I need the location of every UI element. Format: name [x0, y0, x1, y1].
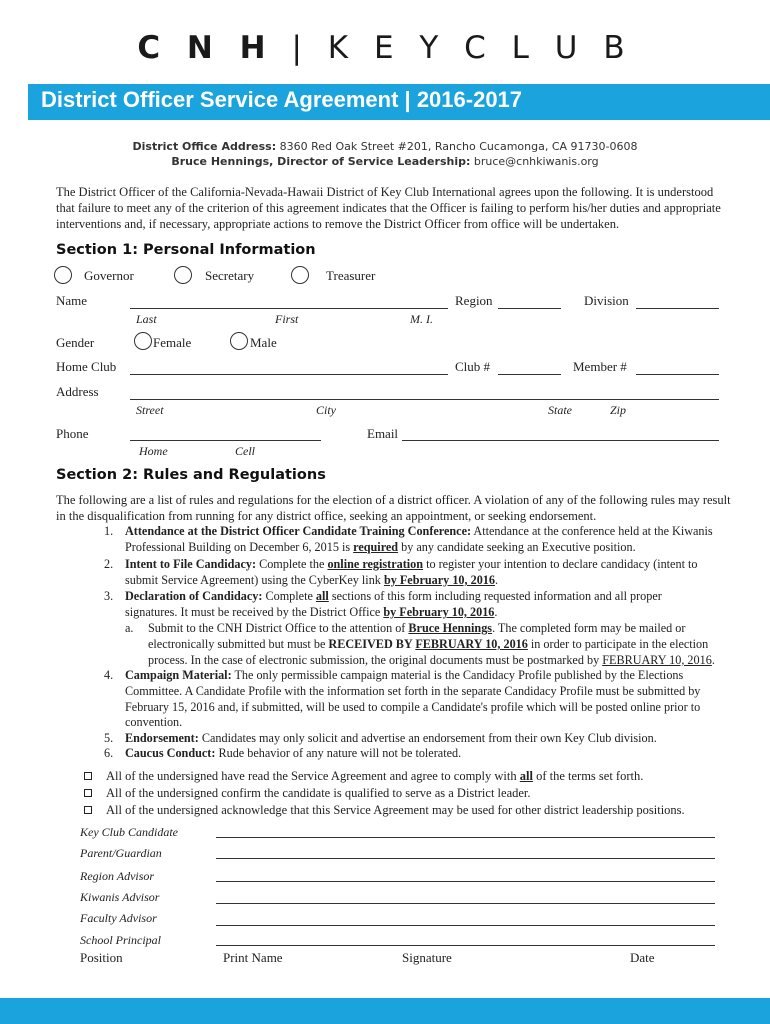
rule-3: Declaration of Candidacy: Complete all sections of this form including requested information and all proper — [125, 589, 662, 603]
phone-field[interactable] — [130, 440, 321, 441]
date-label: Date — [630, 950, 655, 965]
sig-key-club-candidate-line[interactable] — [216, 837, 715, 838]
club-number-field[interactable] — [498, 374, 561, 375]
sig-kiwanis-advisor-line[interactable] — [216, 903, 715, 904]
governor-radio[interactable] — [54, 266, 72, 284]
director-line — [0, 155, 770, 168]
rule-3a-cont1: electronically submitted but must be RECEIVED BY FEBRUARY 10, 2016 in order to participate in the election — [148, 637, 709, 651]
rule-3a-cont2: process. In the case of electronic submission, the original documents must be postmarked by FEBRUARY 10, 2016. — [148, 653, 715, 667]
address-label: Address — [56, 384, 99, 399]
rule-1-cont: Professional Building on December 6, 2015 is required by any candidate seeking an Executive position. — [125, 540, 636, 554]
sig-region-advisor-line[interactable] — [216, 881, 715, 882]
rule-3a-letter: a. — [125, 621, 134, 635]
title-banner — [28, 84, 770, 120]
rule-4-cont1: Committee. A Candidate Profile with the information set forth in the separate Candidacy Profile must be submitted by — [125, 684, 701, 698]
street-hint: Street — [136, 403, 164, 417]
agreement-1-checkbox[interactable] — [84, 772, 92, 780]
director-email: bruce@cnhkiwanis.org — [473, 155, 599, 168]
agreement-3-checkbox[interactable] — [84, 806, 92, 814]
email-field[interactable] — [402, 440, 719, 441]
address-label: District Office Address: — [132, 140, 277, 153]
rule-1-number: 1. — [104, 524, 114, 538]
governor-label: Governor — [84, 268, 134, 283]
first-name-hint: First — [275, 312, 299, 326]
rule-3-number: 3. — [104, 589, 114, 603]
sig-faculty-advisor-line[interactable] — [216, 925, 715, 926]
position-label: Position — [80, 950, 123, 965]
member-number-label: Member # — [573, 359, 627, 374]
male-label: Male — [250, 335, 277, 350]
city-hint: City — [316, 403, 336, 417]
female-label: Female — [153, 335, 192, 350]
sig-parent-guardian-label: Parent/Guardian — [80, 846, 162, 860]
address-value: 8360 Red Oak Street #201, Rancho Cucamonga, CA 91730-0608 — [279, 140, 638, 153]
name-label: Name — [56, 293, 88, 308]
address-field[interactable] — [130, 399, 719, 400]
club-number-label: Club # — [455, 359, 491, 374]
rule-5: Endorsement: Candidates may only solicit and advertise an endorsement from their own Key Club division. — [125, 731, 657, 745]
director-label: Bruce Hennings, Director of Service Leadership: — [171, 155, 471, 168]
rule-6-number: 6. — [104, 746, 114, 760]
email-label: Email — [367, 426, 399, 441]
section1-title: Section 1: Personal Information — [56, 242, 316, 258]
rule-4-cont2: February 15, 2016 and, if submitted, will be used to compile a Candidate's profile which will be posted online prior to — [125, 700, 701, 714]
sig-school-principal-line[interactable] — [216, 945, 715, 946]
rule-4-cont3: convention. — [125, 715, 183, 729]
agreement-2: All of the undersigned confirm the candidate is qualified to serve as a District leader. — [84, 785, 531, 802]
rule-5-number: 5. — [104, 731, 114, 745]
sig-school-principal-label: School Principal — [80, 933, 161, 947]
rule-3-cont: signatures. It must be received by the District Office by February 10, 2016. — [125, 605, 498, 619]
name-field[interactable] — [130, 308, 448, 309]
rule-1: Attendance at the District Officer Candidate Training Conference: Attendance at the conference held at the Kiwanis — [125, 524, 713, 538]
home-club-field[interactable] — [130, 374, 448, 375]
home-phone-hint: Home — [139, 444, 168, 458]
last-name-hint: Last — [136, 312, 157, 326]
rules-intro: The following are a list of rules and regulations for the election of a district officer. A violation of any of the following rules may result in the disqualification from running for any district office, seeking an appointment, or seeking endorsement. — [56, 493, 731, 523]
agreement-3: All of the undersigned acknowledge that this Service Agreement may be used for other district leadership positions. — [84, 802, 685, 819]
rule-4: Campaign Material: The only permissible campaign material is the Candidacy Profile published by the Elections — [125, 668, 684, 682]
print-name-label: Print Name — [223, 950, 283, 965]
female-radio[interactable] — [134, 332, 152, 350]
logo-cnh: C N H — [137, 30, 274, 66]
middle-initial-hint: M. I. — [410, 312, 433, 326]
rule-3a: Submit to the CNH District Office to the attention of Bruce Hennings. The completed form may be mailed or — [148, 621, 686, 635]
logo-key-club: | K E Y C L U B — [291, 30, 633, 66]
treasurer-radio[interactable] — [291, 266, 309, 284]
treasurer-label: Treasurer — [326, 268, 376, 283]
secretary-label: Secretary — [205, 268, 255, 283]
division-label: Division — [584, 293, 629, 308]
intro-paragraph: The District Officer of the California-Nevada-Hawaii District of Key Club International agrees upon the following. It is understood that failure to meet any of the criterion of this agreement indicates that the Officer is failing to perform his/her duties and appropriate interventions and, if necessary, appropriate actions to remove the District Officer from office will be undertaken. — [56, 185, 721, 231]
secretary-radio[interactable] — [174, 266, 192, 284]
rule-2-cont: submit Service Agreement) using the CyberKey link by February 10, 2016. — [125, 573, 499, 587]
agreement-2-checkbox[interactable] — [84, 789, 92, 797]
sig-faculty-advisor-label: Faculty Advisor — [80, 911, 157, 925]
agreement-1: All of the undersigned have read the Service Agreement and agree to comply with all of the terms set forth. — [84, 768, 643, 785]
zip-hint: Zip — [610, 403, 627, 417]
signature-label: Signature — [402, 950, 452, 965]
sig-kiwanis-advisor-label: Kiwanis Advisor — [80, 890, 160, 904]
region-field[interactable] — [498, 308, 561, 309]
cell-phone-hint: Cell — [235, 444, 255, 458]
sig-region-advisor-label: Region Advisor — [80, 869, 155, 883]
home-club-label: Home Club — [56, 359, 117, 374]
gender-label: Gender — [56, 335, 95, 350]
rule-2: Intent to File Candidacy: Complete the online registration to register your intention to declare candidacy (intent to — [125, 557, 698, 571]
footer-bar — [0, 998, 770, 1024]
page-title: District Officer Service Agreement | 2016-2017 — [41, 87, 523, 112]
sig-parent-guardian-line[interactable] — [216, 858, 715, 859]
key-club-logo — [0, 30, 770, 66]
male-radio[interactable] — [230, 332, 248, 350]
sig-key-club-candidate-label: Key Club Candidate — [80, 825, 178, 839]
rule-4-number: 4. — [104, 668, 114, 682]
district-address-line — [0, 140, 770, 153]
rule-2-number: 2. — [104, 557, 114, 571]
section2-title: Section 2: Rules and Regulations — [56, 467, 326, 483]
phone-label: Phone — [56, 426, 89, 441]
online-registration-link[interactable]: online registration — [327, 557, 424, 571]
member-number-field[interactable] — [636, 374, 719, 375]
division-field[interactable] — [636, 308, 719, 309]
region-label: Region — [455, 293, 493, 308]
rule-6: Caucus Conduct: Rude behavior of any nature will not be tolerated. — [125, 746, 462, 760]
state-hint: State — [548, 403, 572, 417]
